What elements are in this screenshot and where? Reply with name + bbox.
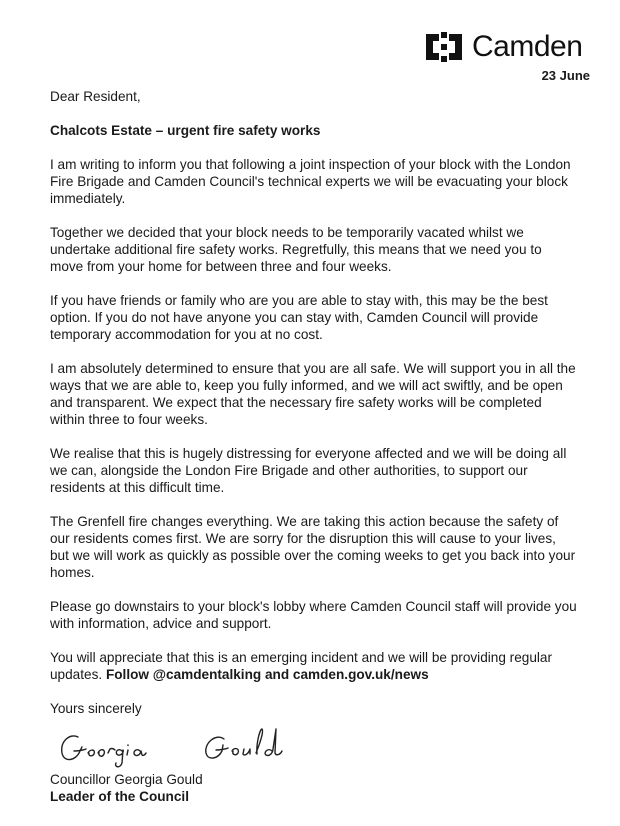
- paragraph-3: If you have friends or family who are you are able to stay with, this may be the best option. If you do not have anyone you can stay with, Camden Council will provide temporary accommodation for you at no cost.: [50, 293, 548, 342]
- camden-logo: [422, 28, 594, 66]
- signer-role: Leader of the Council: [50, 789, 189, 804]
- letter-subject: Chalcots Estate – urgent fire safety works: [50, 123, 321, 138]
- paragraph-7: Please go downstairs to your block's lobby where Camden Council staff will provide you with information, advice and support.: [50, 599, 577, 631]
- handwritten-signature: [56, 723, 326, 771]
- letter-date: 23 June: [541, 68, 590, 83]
- paragraph-2: Together we decided that your block needs to be temporarily vacated whilst we undertake additional fire safety works. Regretfully, this means that we need you to move from your home for between three and four weeks.: [50, 225, 542, 274]
- paragraph-8: [50, 649, 578, 683]
- camden-logo-mark-icon: [422, 30, 466, 64]
- closing: Yours sincerely: [50, 701, 142, 716]
- letter-body: [50, 88, 578, 805]
- logo-wordmark: Camden: [472, 30, 583, 63]
- paragraph-5: We realise that this is hugely distressing for everyone affected and we will be doing all we can, alongside the London Fire Brigade and other authorities, to support our residents at this difficult time.: [50, 446, 567, 495]
- paragraph-6: The Grenfell fire changes everything. We are taking this action because the safety of our residents comes first. We are sorry for the disruption this will cause to your lives, but we will work as quickly as possible over the coming weeks to get you back into your homes.: [50, 514, 576, 580]
- paragraph-1: I am writing to inform you that following a joint inspection of your block with the London Fire Brigade and Camden Council's technical experts we will be evacuating your block immediately.: [50, 157, 571, 206]
- paragraph-4: I am absolutely determined to ensure that you are all safe. We will support you in all the ways that we are able to, keep you fully informed, and we will act swiftly, and be open and transparent. We expect that the necessary fire safety works will be completed within three to four weeks.: [50, 361, 576, 427]
- salutation: Dear Resident,: [50, 89, 141, 104]
- signer-name: Councillor Georgia Gould: [50, 772, 203, 787]
- paragraph-8-text: You will appreciate that this is an emerging incident and we will be providing regular updates.: [50, 650, 552, 682]
- follow-links: Follow @camdentalking and camden.gov.uk/news: [105, 667, 429, 682]
